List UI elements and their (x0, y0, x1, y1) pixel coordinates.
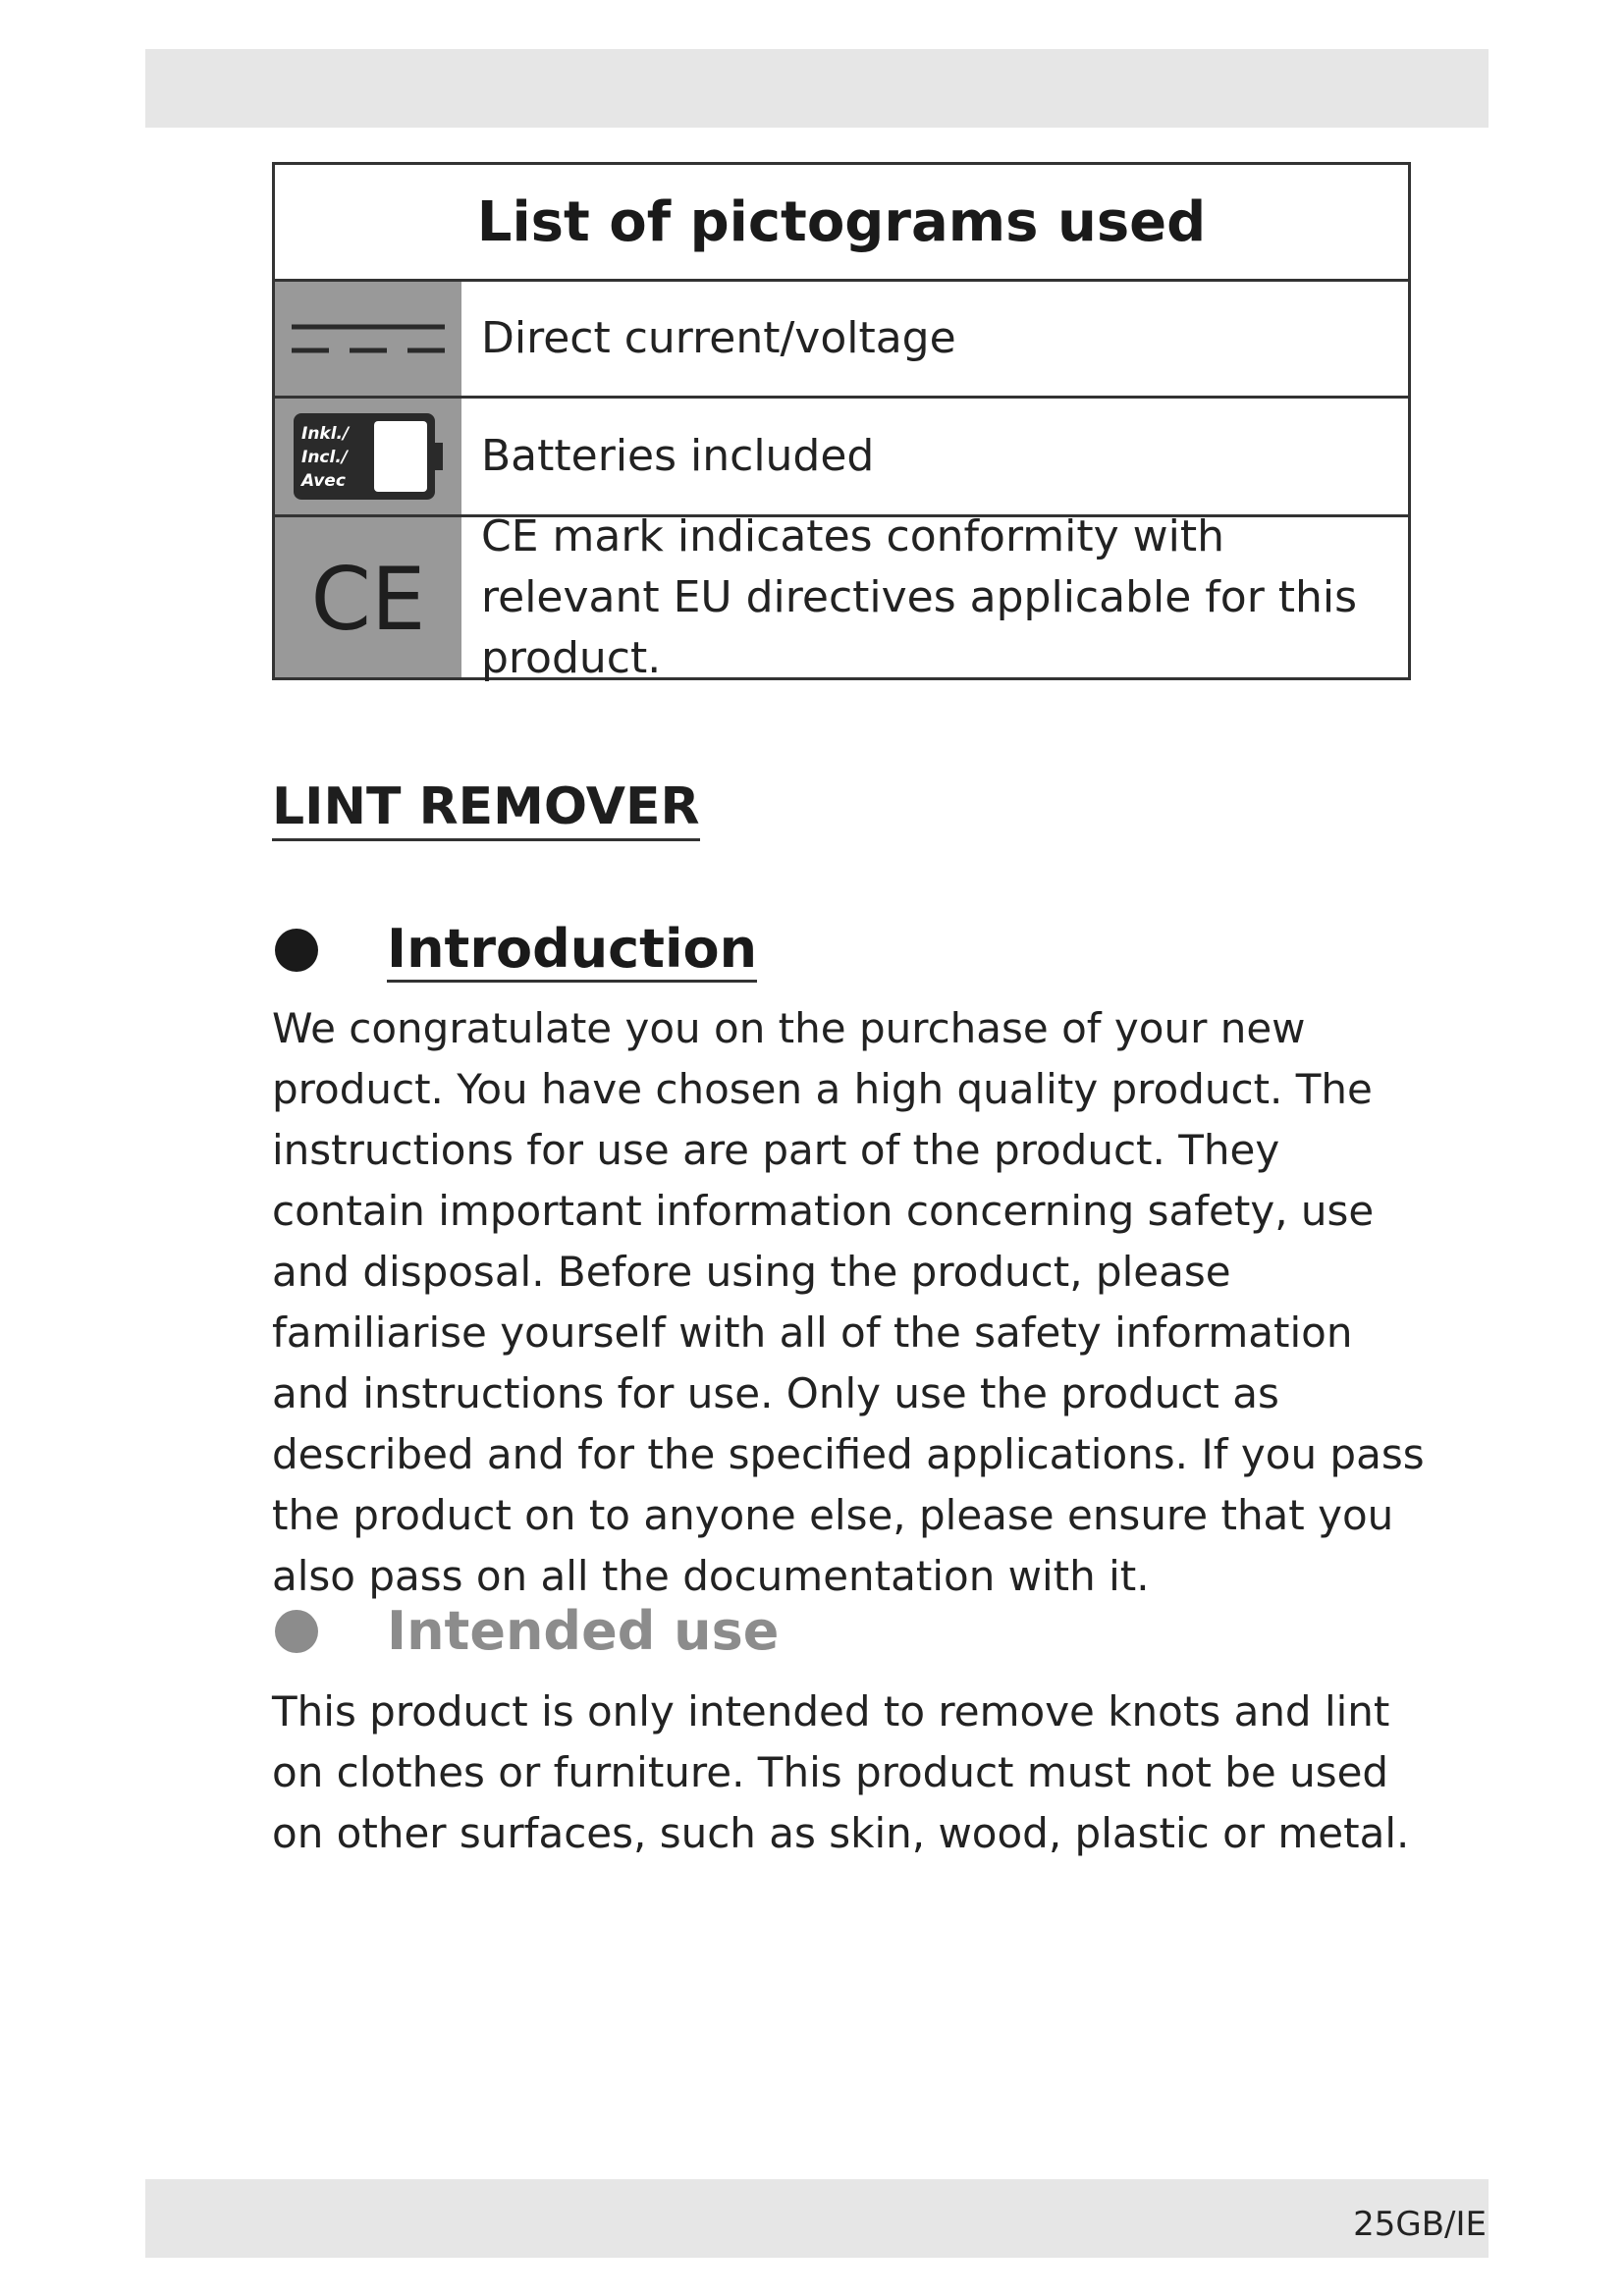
intended-use-paragraph: This product is only intended to remove knots and lint on clothes or furniture. This product must not be used on other surfaces, such as skin, wood, plastic or metal. (272, 1687, 1410, 1857)
introduction-heading-text: Introduction (387, 918, 757, 983)
battery-icon-text-1: Inkl./ (301, 424, 350, 444)
battery-icon-text-3: Avec (301, 471, 346, 491)
page-number: 25GB/IE (1353, 2205, 1487, 2244)
bullet-icon (275, 1610, 318, 1653)
intended-use-heading (275, 1600, 779, 1662)
pictogram-table (272, 162, 1411, 683)
section-title: LINT REMOVER (272, 777, 700, 841)
bullet-icon (275, 929, 318, 972)
pictogram-label: Batteries included (481, 431, 875, 481)
batteries-included-icon (275, 399, 461, 514)
battery-icon-text-2: Incl./ (301, 448, 348, 467)
footer-band (145, 2179, 1489, 2258)
header-band (145, 49, 1489, 128)
introduction-paragraph: We congratulate you on the purchase of your new product. You have chosen a high quality product. The instructions for use are part of the product. They contain important information concerning safety, use and disposal. Before using the product, please familiarise yourself with all of the safety information and instructions for use. Only use the product as described and for the specified applications. If you pass the product on to anyone else, please ensure that you also pass on all the documentation with it. (272, 1004, 1425, 1600)
intended-use-heading-text: Intended use (387, 1600, 780, 1662)
pictogram-table-title: List of pictograms used (275, 165, 1408, 282)
ce-mark-icon (275, 517, 461, 677)
direct-current-icon (275, 282, 461, 396)
pictogram-row-ce-mark (275, 510, 1408, 683)
pictogram-label: CE mark indicates conformity with relevant EU directives applicable for this product. (481, 510, 1358, 683)
pictogram-label: Direct current/voltage (481, 313, 956, 363)
introduction-heading (275, 918, 757, 983)
pictogram-row-direct-current (275, 282, 1408, 399)
pictogram-row-batteries (275, 399, 1408, 517)
ce-mark-text: CE (310, 548, 426, 647)
